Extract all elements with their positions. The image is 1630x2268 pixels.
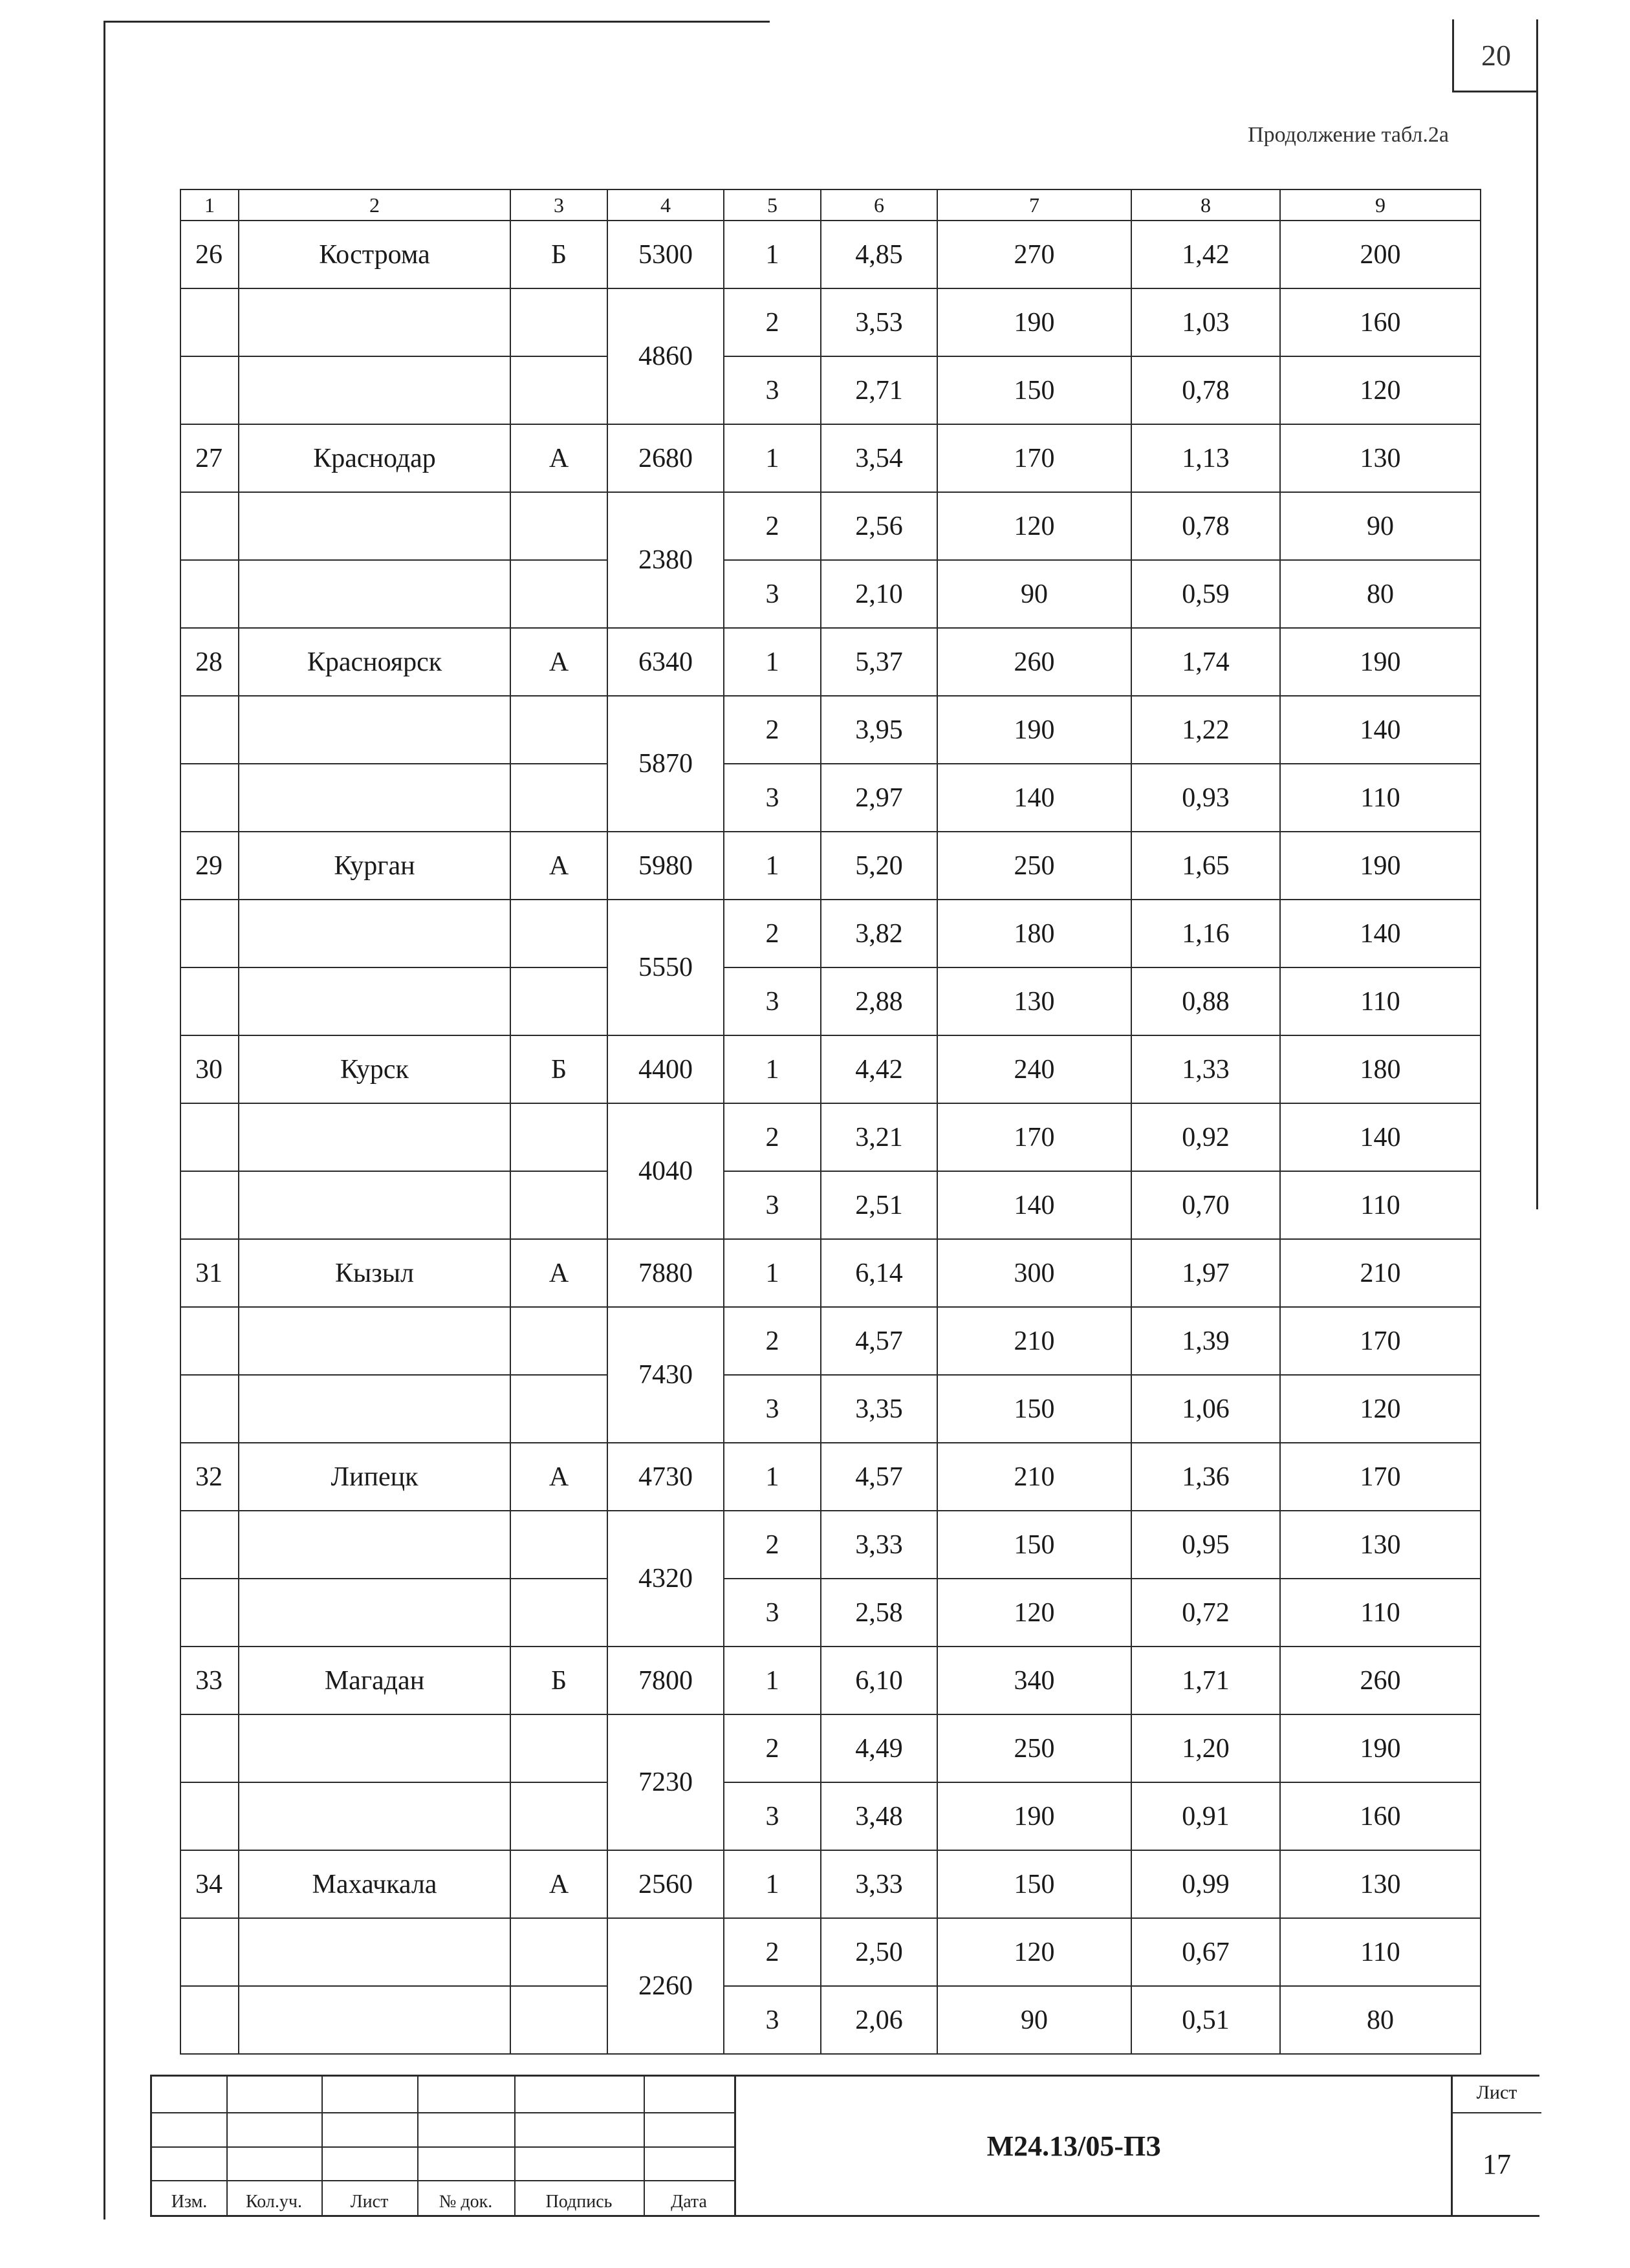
value-col5: 1 bbox=[724, 832, 821, 900]
value-col7: 120 bbox=[937, 1918, 1131, 1986]
value-col5: 1 bbox=[724, 424, 821, 492]
value-col9: 180 bbox=[1280, 1035, 1481, 1103]
value-col5: 3 bbox=[724, 356, 821, 424]
stamp-row-line bbox=[1451, 2112, 1541, 2113]
city-name: Кызыл bbox=[239, 1239, 510, 1307]
stamp-label-sheet: Лист bbox=[350, 2192, 389, 2212]
value-col6: 2,97 bbox=[821, 764, 937, 832]
value-col7: 210 bbox=[937, 1443, 1131, 1511]
value-col7: 250 bbox=[937, 1714, 1131, 1782]
value-col7: 130 bbox=[937, 967, 1131, 1035]
zone-cell bbox=[510, 1511, 607, 1579]
value-col6: 2,71 bbox=[821, 356, 937, 424]
column-number: 2 bbox=[239, 189, 510, 221]
value-col8: 0,51 bbox=[1131, 1986, 1280, 2054]
value-col4: 7230 bbox=[607, 1714, 724, 1850]
zone-cell bbox=[510, 696, 607, 764]
zone-cell bbox=[510, 492, 607, 560]
value-col5: 3 bbox=[724, 560, 821, 628]
value-col7: 190 bbox=[937, 288, 1131, 356]
value-col7: 120 bbox=[937, 1579, 1131, 1647]
value-col5: 2 bbox=[724, 696, 821, 764]
value-col6: 3,21 bbox=[821, 1103, 937, 1171]
value-col5: 2 bbox=[724, 900, 821, 967]
value-col8: 1,16 bbox=[1131, 900, 1280, 967]
city-name bbox=[239, 1714, 510, 1782]
value-col7: 90 bbox=[937, 1986, 1131, 2054]
value-col4: 4860 bbox=[607, 288, 724, 424]
city-name bbox=[239, 900, 510, 967]
value-col8: 1,20 bbox=[1131, 1714, 1280, 1782]
value-col7: 150 bbox=[937, 1850, 1131, 1918]
row-number bbox=[180, 288, 239, 356]
table-row bbox=[180, 900, 1481, 967]
value-col9: 130 bbox=[1280, 424, 1481, 492]
table-row bbox=[180, 1239, 1481, 1307]
zone-cell: А bbox=[510, 628, 607, 696]
table-row bbox=[180, 628, 1481, 696]
zone-cell: Б bbox=[510, 1035, 607, 1103]
value-col4: 2560 bbox=[607, 1850, 724, 1918]
value-col8: 0,88 bbox=[1131, 967, 1280, 1035]
value-col7: 150 bbox=[937, 1511, 1131, 1579]
city-name: Красноярск bbox=[239, 628, 510, 696]
value-col6: 5,37 bbox=[821, 628, 937, 696]
table-row bbox=[180, 560, 1481, 628]
row-number bbox=[180, 1511, 239, 1579]
row-number: 27 bbox=[180, 424, 239, 492]
column-number: 7 bbox=[937, 189, 1131, 221]
value-col8: 0,78 bbox=[1131, 356, 1280, 424]
zone-cell bbox=[510, 560, 607, 628]
frame-right-line bbox=[1536, 19, 1538, 1209]
column-number: 6 bbox=[821, 189, 937, 221]
stamp-label-count: Кол.уч. bbox=[246, 2192, 302, 2212]
table-row bbox=[180, 832, 1481, 900]
value-col5: 1 bbox=[724, 1239, 821, 1307]
zone-cell bbox=[510, 356, 607, 424]
table-row bbox=[180, 1647, 1481, 1714]
value-col5: 2 bbox=[724, 288, 821, 356]
value-col4: 5870 bbox=[607, 696, 724, 832]
row-number bbox=[180, 1782, 239, 1850]
city-name: Магадан bbox=[239, 1647, 510, 1714]
value-col5: 1 bbox=[724, 1850, 821, 1918]
value-col8: 1,65 bbox=[1131, 832, 1280, 900]
table-row bbox=[180, 356, 1481, 424]
stamp-row-line bbox=[152, 2112, 734, 2113]
value-col9: 140 bbox=[1280, 900, 1481, 967]
column-number: 5 bbox=[724, 189, 821, 221]
value-col7: 140 bbox=[937, 1171, 1131, 1239]
value-col7: 180 bbox=[937, 900, 1131, 967]
value-col4: 5550 bbox=[607, 900, 724, 1035]
value-col4: 2380 bbox=[607, 492, 724, 628]
city-name bbox=[239, 1511, 510, 1579]
zone-cell bbox=[510, 1918, 607, 1986]
sheet-number: 17 bbox=[1483, 2148, 1511, 2180]
value-col8: 1,03 bbox=[1131, 288, 1280, 356]
value-col7: 260 bbox=[937, 628, 1131, 696]
row-number bbox=[180, 1171, 239, 1239]
table-row bbox=[180, 1511, 1481, 1579]
value-col9: 120 bbox=[1280, 1375, 1481, 1443]
value-col9: 140 bbox=[1280, 696, 1481, 764]
value-col9: 110 bbox=[1280, 1918, 1481, 1986]
value-col5: 3 bbox=[724, 1986, 821, 2054]
stamp-label-change: Изм. bbox=[171, 2192, 208, 2212]
column-number-row bbox=[180, 189, 1481, 221]
city-name bbox=[239, 560, 510, 628]
value-col9: 260 bbox=[1280, 1647, 1481, 1714]
row-number: 32 bbox=[180, 1443, 239, 1511]
table-row bbox=[180, 1918, 1481, 1986]
row-number: 28 bbox=[180, 628, 239, 696]
value-col5: 2 bbox=[724, 1307, 821, 1375]
value-col7: 140 bbox=[937, 764, 1131, 832]
table-row bbox=[180, 696, 1481, 764]
value-col8: 0,59 bbox=[1131, 560, 1280, 628]
value-col8: 1,13 bbox=[1131, 424, 1280, 492]
value-col6: 3,48 bbox=[821, 1782, 937, 1850]
value-col6: 2,51 bbox=[821, 1171, 937, 1239]
city-name bbox=[239, 696, 510, 764]
table-row bbox=[180, 967, 1481, 1035]
value-col6: 4,57 bbox=[821, 1443, 937, 1511]
value-col7: 190 bbox=[937, 696, 1131, 764]
sheet-label: Лист bbox=[1476, 2082, 1517, 2103]
value-col4: 7430 bbox=[607, 1307, 724, 1443]
value-col9: 80 bbox=[1280, 1986, 1481, 2054]
row-number bbox=[180, 1307, 239, 1375]
table-row bbox=[180, 1986, 1481, 2054]
row-number bbox=[180, 1714, 239, 1782]
zone-cell: Б bbox=[510, 221, 607, 288]
zone-cell: А bbox=[510, 1239, 607, 1307]
value-col6: 4,42 bbox=[821, 1035, 937, 1103]
table-row bbox=[180, 492, 1481, 560]
value-col4: 2680 bbox=[607, 424, 724, 492]
value-col5: 1 bbox=[724, 221, 821, 288]
row-number bbox=[180, 764, 239, 832]
city-name bbox=[239, 1782, 510, 1850]
title-block bbox=[150, 2075, 1539, 2217]
column-number: 1 bbox=[180, 189, 239, 221]
value-col5: 2 bbox=[724, 1714, 821, 1782]
value-col8: 0,91 bbox=[1131, 1782, 1280, 1850]
zone-cell: А bbox=[510, 1443, 607, 1511]
value-col4: 4320 bbox=[607, 1511, 724, 1647]
value-col9: 140 bbox=[1280, 1103, 1481, 1171]
column-number: 3 bbox=[510, 189, 607, 221]
value-col8: 0,99 bbox=[1131, 1850, 1280, 1918]
value-col6: 3,95 bbox=[821, 696, 937, 764]
value-col4: 4730 bbox=[607, 1443, 724, 1511]
zone-cell bbox=[510, 967, 607, 1035]
stamp-row-line bbox=[152, 2146, 734, 2148]
value-col4: 5980 bbox=[607, 832, 724, 900]
value-col5: 1 bbox=[724, 628, 821, 696]
value-col5: 1 bbox=[724, 1035, 821, 1103]
row-number bbox=[180, 1579, 239, 1647]
table-row bbox=[180, 1850, 1481, 1918]
value-col5: 3 bbox=[724, 967, 821, 1035]
zone-cell bbox=[510, 1986, 607, 2054]
table-row bbox=[180, 1035, 1481, 1103]
city-name bbox=[239, 1375, 510, 1443]
city-name bbox=[239, 492, 510, 560]
column-number: 8 bbox=[1131, 189, 1280, 221]
value-col4: 5300 bbox=[607, 221, 724, 288]
value-col8: 0,70 bbox=[1131, 1171, 1280, 1239]
value-col5: 3 bbox=[724, 1782, 821, 1850]
value-col8: 1,71 bbox=[1131, 1647, 1280, 1714]
value-col9: 190 bbox=[1280, 1714, 1481, 1782]
value-col8: 1,42 bbox=[1131, 221, 1280, 288]
row-number: 30 bbox=[180, 1035, 239, 1103]
row-number: 34 bbox=[180, 1850, 239, 1918]
table-row bbox=[180, 1579, 1481, 1647]
value-col5: 3 bbox=[724, 1579, 821, 1647]
value-col4: 7880 bbox=[607, 1239, 724, 1307]
city-name bbox=[239, 288, 510, 356]
value-col5: 2 bbox=[724, 1918, 821, 1986]
city-name bbox=[239, 1579, 510, 1647]
row-number bbox=[180, 696, 239, 764]
value-col9: 130 bbox=[1280, 1511, 1481, 1579]
row-number bbox=[180, 560, 239, 628]
value-col7: 170 bbox=[937, 1103, 1131, 1171]
value-col6: 2,58 bbox=[821, 1579, 937, 1647]
row-number bbox=[180, 1375, 239, 1443]
city-name: Липецк bbox=[239, 1443, 510, 1511]
table-row bbox=[180, 1171, 1481, 1239]
frame-left-line bbox=[103, 21, 105, 2219]
value-col4: 2260 bbox=[607, 1918, 724, 2054]
value-col8: 1,74 bbox=[1131, 628, 1280, 696]
zone-cell bbox=[510, 1103, 607, 1171]
value-col8: 0,72 bbox=[1131, 1579, 1280, 1647]
table-row bbox=[180, 1103, 1481, 1171]
row-number bbox=[180, 1986, 239, 2054]
value-col7: 270 bbox=[937, 221, 1131, 288]
value-col9: 170 bbox=[1280, 1307, 1481, 1375]
city-name bbox=[239, 1918, 510, 1986]
value-col7: 340 bbox=[937, 1647, 1131, 1714]
table-row bbox=[180, 288, 1481, 356]
table-row bbox=[180, 1443, 1481, 1511]
value-col9: 170 bbox=[1280, 1443, 1481, 1511]
value-col8: 1,36 bbox=[1131, 1443, 1280, 1511]
value-col6: 3,33 bbox=[821, 1511, 937, 1579]
value-col7: 90 bbox=[937, 560, 1131, 628]
value-col9: 110 bbox=[1280, 967, 1481, 1035]
zone-cell bbox=[510, 1579, 607, 1647]
value-col8: 1,06 bbox=[1131, 1375, 1280, 1443]
value-col6: 3,82 bbox=[821, 900, 937, 967]
zone-cell bbox=[510, 1375, 607, 1443]
city-name bbox=[239, 1986, 510, 2054]
row-number bbox=[180, 967, 239, 1035]
table-row bbox=[180, 1714, 1481, 1782]
value-col4: 7800 bbox=[607, 1647, 724, 1714]
frame-top-line bbox=[103, 21, 770, 23]
value-col9: 120 bbox=[1280, 356, 1481, 424]
value-col9: 200 bbox=[1280, 221, 1481, 288]
value-col8: 0,92 bbox=[1131, 1103, 1280, 1171]
value-col7: 300 bbox=[937, 1239, 1131, 1307]
value-col5: 2 bbox=[724, 492, 821, 560]
city-name: Кострома bbox=[239, 221, 510, 288]
value-col5: 1 bbox=[724, 1443, 821, 1511]
value-col7: 120 bbox=[937, 492, 1131, 560]
value-col6: 2,88 bbox=[821, 967, 937, 1035]
value-col7: 150 bbox=[937, 1375, 1131, 1443]
row-number bbox=[180, 356, 239, 424]
value-col6: 2,56 bbox=[821, 492, 937, 560]
city-name: Краснодар bbox=[239, 424, 510, 492]
row-number: 26 bbox=[180, 221, 239, 288]
value-col4: 4400 bbox=[607, 1035, 724, 1103]
row-number: 31 bbox=[180, 1239, 239, 1307]
value-col6: 3,54 bbox=[821, 424, 937, 492]
value-col6: 3,35 bbox=[821, 1375, 937, 1443]
value-col4: 6340 bbox=[607, 628, 724, 696]
document-code: М24.13/05-ПЗ bbox=[986, 2130, 1161, 2162]
city-name bbox=[239, 1171, 510, 1239]
value-col9: 160 bbox=[1280, 288, 1481, 356]
value-col5: 3 bbox=[724, 764, 821, 832]
zone-cell bbox=[510, 900, 607, 967]
value-col6: 2,50 bbox=[821, 1918, 937, 1986]
value-col9: 130 bbox=[1280, 1850, 1481, 1918]
stamp-row-line bbox=[152, 2180, 734, 2181]
value-col9: 190 bbox=[1280, 628, 1481, 696]
value-col8: 1,39 bbox=[1131, 1307, 1280, 1375]
value-col9: 210 bbox=[1280, 1239, 1481, 1307]
page-number: 20 bbox=[1452, 19, 1538, 92]
table-row bbox=[180, 221, 1481, 288]
value-col7: 250 bbox=[937, 832, 1131, 900]
value-col8: 0,78 bbox=[1131, 492, 1280, 560]
table-row bbox=[180, 764, 1481, 832]
table-row bbox=[180, 1782, 1481, 1850]
zone-cell bbox=[510, 288, 607, 356]
value-col6: 6,10 bbox=[821, 1647, 937, 1714]
value-col5: 2 bbox=[724, 1511, 821, 1579]
table-row bbox=[180, 1307, 1481, 1375]
value-col6: 4,57 bbox=[821, 1307, 937, 1375]
continuation-label: Продолжение табл.2а bbox=[1248, 123, 1449, 147]
row-number: 29 bbox=[180, 832, 239, 900]
zone-cell bbox=[510, 1307, 607, 1375]
value-col6: 2,10 bbox=[821, 560, 937, 628]
value-col5: 3 bbox=[724, 1171, 821, 1239]
zone-cell: А bbox=[510, 1850, 607, 1918]
row-number bbox=[180, 492, 239, 560]
row-number bbox=[180, 900, 239, 967]
zone-cell bbox=[510, 1782, 607, 1850]
stamp-label-doc-number: № док. bbox=[439, 2192, 493, 2212]
value-col7: 210 bbox=[937, 1307, 1131, 1375]
city-name bbox=[239, 1307, 510, 1375]
value-col5: 3 bbox=[724, 1375, 821, 1443]
city-name bbox=[239, 356, 510, 424]
value-col8: 0,93 bbox=[1131, 764, 1280, 832]
value-col6: 3,33 bbox=[821, 1850, 937, 1918]
city-name: Курск bbox=[239, 1035, 510, 1103]
city-name: Махачкала bbox=[239, 1850, 510, 1918]
zone-cell: А bbox=[510, 832, 607, 900]
value-col4: 4040 bbox=[607, 1103, 724, 1239]
city-name bbox=[239, 1103, 510, 1171]
zone-cell bbox=[510, 1714, 607, 1782]
value-col7: 190 bbox=[937, 1782, 1131, 1850]
city-name bbox=[239, 764, 510, 832]
value-col8: 0,67 bbox=[1131, 1918, 1280, 1986]
value-col7: 240 bbox=[937, 1035, 1131, 1103]
value-col5: 1 bbox=[724, 1647, 821, 1714]
data-table bbox=[180, 189, 1481, 2055]
value-col9: 90 bbox=[1280, 492, 1481, 560]
zone-cell: А bbox=[510, 424, 607, 492]
value-col8: 1,97 bbox=[1131, 1239, 1280, 1307]
stamp-label-date: Дата bbox=[671, 2192, 707, 2212]
city-name bbox=[239, 967, 510, 1035]
stamp-label-signature: Подпись bbox=[545, 2192, 613, 2212]
value-col9: 160 bbox=[1280, 1782, 1481, 1850]
value-col7: 170 bbox=[937, 424, 1131, 492]
column-number: 9 bbox=[1280, 189, 1481, 221]
table-row bbox=[180, 424, 1481, 492]
value-col5: 2 bbox=[724, 1103, 821, 1171]
value-col9: 110 bbox=[1280, 1171, 1481, 1239]
row-number bbox=[180, 1918, 239, 1986]
value-col6: 5,20 bbox=[821, 832, 937, 900]
value-col8: 0,95 bbox=[1131, 1511, 1280, 1579]
table-row bbox=[180, 1375, 1481, 1443]
value-col6: 6,14 bbox=[821, 1239, 937, 1307]
value-col6: 4,49 bbox=[821, 1714, 937, 1782]
city-name: Курган bbox=[239, 832, 510, 900]
value-col6: 2,06 bbox=[821, 1986, 937, 2054]
value-col8: 1,22 bbox=[1131, 696, 1280, 764]
zone-cell: Б bbox=[510, 1647, 607, 1714]
value-col9: 110 bbox=[1280, 764, 1481, 832]
zone-cell bbox=[510, 1171, 607, 1239]
value-col6: 3,53 bbox=[821, 288, 937, 356]
row-number: 33 bbox=[180, 1647, 239, 1714]
value-col8: 1,33 bbox=[1131, 1035, 1280, 1103]
value-col9: 110 bbox=[1280, 1579, 1481, 1647]
row-number bbox=[180, 1103, 239, 1171]
value-col9: 80 bbox=[1280, 560, 1481, 628]
column-number: 4 bbox=[607, 189, 724, 221]
value-col9: 190 bbox=[1280, 832, 1481, 900]
zone-cell bbox=[510, 764, 607, 832]
value-col6: 4,85 bbox=[821, 221, 937, 288]
value-col7: 150 bbox=[937, 356, 1131, 424]
table-body bbox=[180, 189, 1481, 2054]
